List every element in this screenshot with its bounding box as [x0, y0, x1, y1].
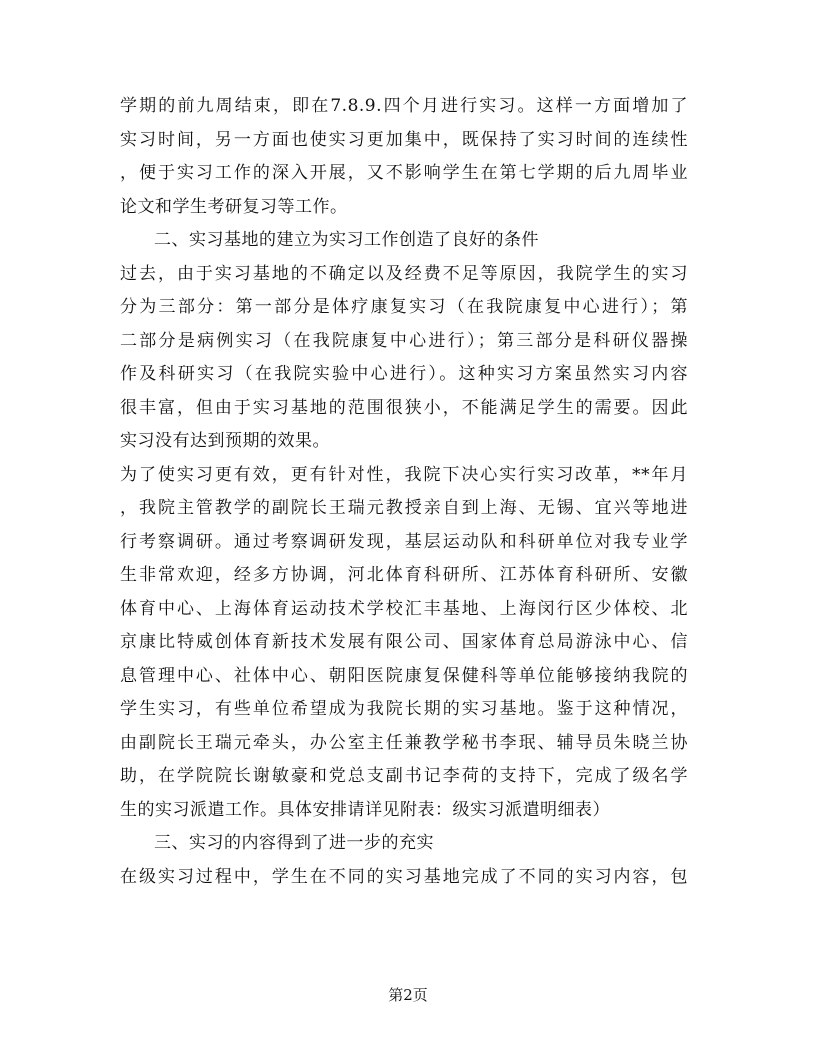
body-line-24: 在级实习过程中，学生在不同的实习基地完成了不同的实习内容，包 [120, 866, 688, 887]
body-line-17: 京康比特威创体育新技术发展有限公司、国家体育总局游泳中心、信 [120, 632, 688, 652]
body-line-9: 作及科研实习（在我院实验中心进行）。这种实习方案虽然实习内容 [120, 364, 688, 384]
body-line-10: 很丰富，但由于实习基地的范围很狭小，不能满足学生的需要。因此 [120, 397, 688, 418]
body-line-18: 息管理中心、社体中心、朝阳医院康复保健科等单位能够接纳我院的 [120, 665, 688, 686]
body-line-1: 学期的前九周结束，即在7.8.9.四个月进行实习。这样一方面增加了 [120, 96, 688, 116]
body-line-14: 行考察调研。通过考察调研发现，基层运动队和科研单位对我专业学 [120, 531, 688, 552]
body-line-21: 助，在学院院长谢敏豪和党总支副书记李荷的支持下，完成了级名学 [120, 766, 688, 786]
body-line-16: 体育中心、上海体育运动技术学校汇丰基地、上海闵行区少体校、北 [120, 598, 688, 619]
body-line-11: 实习没有达到预期的效果。 [120, 431, 330, 451]
body-line-22: 生的实习派遣工作。具体安排请详见附表：级实习派遣明细表） [120, 799, 610, 820]
section-heading-3: 三、实习的内容得到了进一步的充实 [154, 833, 434, 853]
body-line-6: 过去，由于实习基地的不确定以及经费不足等原因，我院学生的实习 [120, 263, 688, 284]
body-line-8: 二部分是病例实习（在我院康复中心进行）；第三部分是科研仪器操 [120, 330, 688, 351]
body-line-2: 实习时间，另一方面也使实习更加集中，既保持了实习时间的连续性 [120, 129, 688, 150]
body-line-20: 由副院长王瑞元牵头，办公室主任兼教学秘书李珉、辅导员朱晓兰协 [120, 732, 688, 753]
body-line-7: 分为三部分：第一部分是体疗康复实习（在我院康复中心进行）；第 [120, 297, 688, 317]
body-line-19: 学生实习，有些单位希望成为我院长期的实习基地。鉴于这种情况， [120, 699, 688, 719]
body-line-3: ，便于实习工作的深入开展，又不影响学生在第七学期的后九周毕业 [120, 163, 688, 183]
body-line-13: ，我院主管教学的副院长王瑞元教授亲自到上海、无锡、宜兴等地进 [120, 498, 688, 518]
document-body [120, 90, 688, 894]
body-line-15: 生非常欢迎，经多方协调，河北体育科研所、江苏体育科研所、安徽 [120, 565, 688, 585]
page-number-footer: 第2页 [388, 986, 428, 1004]
body-line-12: 为了使实习更有效，更有针对性，我院下决心实行实习改革，**年月 [120, 464, 688, 485]
body-line-4: 论文和学生考研复习等工作。 [120, 196, 348, 217]
section-heading-2: 二、实习基地的建立为实习工作创造了良好的条件 [154, 230, 539, 250]
